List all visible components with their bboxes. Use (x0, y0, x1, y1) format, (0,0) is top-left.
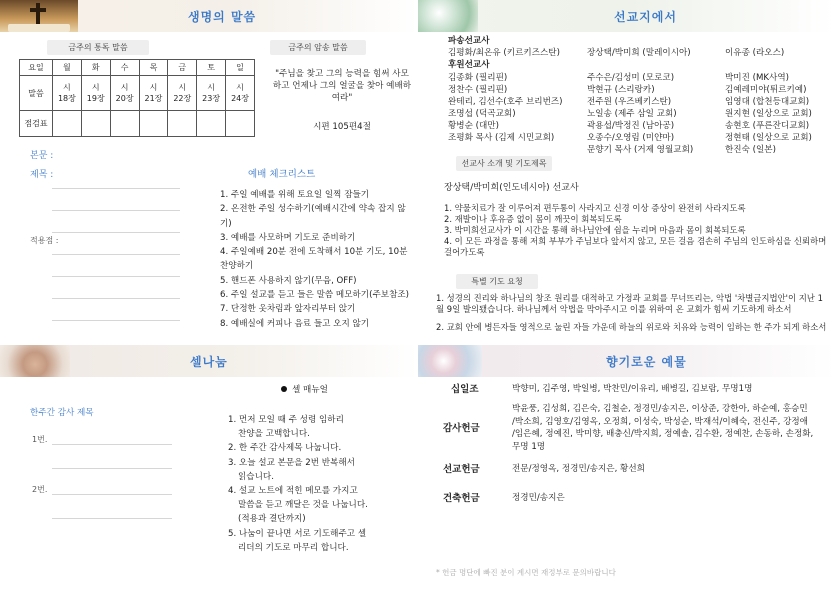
offering-label-mission: 선교헌금 (443, 464, 480, 475)
reading-table (19, 59, 255, 137)
memory-verse: "주님을 찾고 그의 능력을 힘써 사모하고 언제나 그의 얼굴을 찾아 예배하여라" (272, 69, 412, 103)
step-line: (적용과 결단까지) (238, 514, 306, 525)
support-missionary: 오종수/오영림 (미얀마) (587, 133, 675, 143)
list-item: 6. 주일 설교를 듣고 들은 말씀 메모하기(주보참조) (220, 290, 410, 301)
support-missionary: 원지현 (일상으로 교회) (725, 109, 812, 119)
mission-header-band (418, 0, 835, 32)
support-missionary: 김종화 (필리핀) (448, 73, 508, 83)
step-line: 5. 나눔이 끝나면 서로 기도해주고 셀 (228, 528, 367, 539)
step-line: 3. 오늘 설교 본문을 2번 반복해서 (228, 457, 355, 468)
reading-chapter: 19장 (86, 94, 105, 103)
cell-manual-label: 셀 매뉴얼 (292, 385, 328, 395)
step-line: 리더의 기도로 마무리 합니다. (238, 542, 349, 553)
table-header-cell: 금 (168, 60, 197, 76)
intro-label: 선교사 소개 및 기도제목 (456, 156, 552, 171)
word-header-band (0, 0, 418, 32)
support-missionary: 황병순 (대만) (448, 121, 499, 131)
check-cell[interactable] (226, 111, 255, 137)
note-line (52, 188, 180, 189)
bullet-dot-icon (281, 386, 287, 392)
offering-note: * 헌금 명단에 빠진 분이 계시면 재정부로 문의바랍니다 (436, 568, 616, 577)
support-missionary: 박미진 (MK사역) (725, 73, 789, 83)
reading-cell (168, 76, 197, 111)
note-line (52, 254, 180, 255)
row-label: 말씀 (20, 76, 53, 111)
offering-names: 정경민/송지은 (512, 493, 565, 503)
hands-thumb (0, 345, 70, 377)
cross-bible-thumb (0, 0, 78, 32)
support-missionary: 정찬수 (필리핀) (448, 85, 508, 95)
table-header-cell: 목 (139, 60, 168, 76)
sent-missionary: 이유종 (라오스) (725, 48, 785, 58)
thanks-number-2: 2번. (32, 485, 48, 494)
check-cell[interactable] (139, 111, 168, 137)
offering-label-building: 건축헌금 (443, 493, 480, 504)
offering-header-band (418, 345, 835, 377)
check-cell[interactable] (81, 111, 110, 137)
support-label: 후원선교사 (448, 60, 490, 70)
support-missionary: 한진숙 (일본) (725, 145, 776, 155)
step-line: 말씀을 듣고 깨달은 것을 나눕니다. (238, 500, 368, 511)
check-cell[interactable] (110, 111, 139, 137)
section-title-offering: 향기로운 예물 (606, 355, 687, 369)
reading-book: 시 (178, 83, 187, 92)
offering-names: 박윤풍, 김성희, 김은숙, 김철순, 정경민/송지은, 이상준, 강한아, 하순예, 홍승민 (512, 404, 808, 414)
intro-prayer-item: 3. 박미희선교사가 이 시간을 통해 하나님안에 쉼을 누리며 마음과 몸이 회복되도록 (444, 225, 746, 235)
cell-steps (228, 413, 413, 555)
intro-prayer-item: 1. 약물치료가 잘 이루어져 편두통이 사라지고 신경 이상 증상이 완전히 사라지도록 (444, 203, 746, 213)
check-cell[interactable] (168, 111, 197, 137)
note-line (52, 232, 180, 233)
list-item: 8. 예배실에 커피나 음료 들고 오지 않기 (220, 318, 370, 329)
reading-chapter: 20장 (115, 94, 134, 103)
support-missionary: 조명섭 (덕곡교회) (448, 109, 516, 119)
reading-book: 시 (149, 83, 158, 92)
section-title-word: 생명의 말씀 (188, 10, 257, 24)
offering-label-thanks: 감사헌금 (443, 423, 480, 434)
reading-chapter: 23장 (202, 94, 221, 103)
reading-cell (226, 76, 255, 111)
support-missionary: 노일송 (제주 삼일 교회) (587, 109, 677, 119)
reading-book: 시 (207, 83, 215, 92)
list-item: 5. 핸드폰 사용하지 않기(무음, OFF) (220, 275, 357, 286)
water-drop-thumb (418, 0, 478, 32)
note-line (52, 444, 172, 445)
support-missionary: 박현규 (스리랑카) (587, 85, 655, 95)
memory-reference: 시편 105편4절 (313, 122, 371, 132)
offering-names: /임은혜, 정예진, 박미향, 배충신/박지희, 정예솔, 김수환, 정예찬, 손동하, 손정화, 무명 1명 (512, 429, 814, 452)
list-item: 3. 예배를 사모하며 기도로 준비하기 (220, 232, 356, 243)
table-header-cell: 수 (110, 60, 139, 76)
reading-book: 시 (236, 83, 244, 92)
list-item: 4. 주일예배 20분 전에 도착해서 10분 기도, 10분 찬양하기 (220, 247, 408, 272)
thanks-title: 한주간 감사 제목 (30, 408, 94, 418)
step-line: 읽습니다. (238, 471, 274, 482)
support-missionary: 곽용섭/박정진 (남아공) (587, 121, 675, 131)
offering-label-tithe: 십일조 (451, 384, 479, 395)
offering-names: 박향미, 김주영, 박일병, 박찬민/이유리, 배병길, 김보람, 무명1명 (512, 384, 753, 394)
section-title-mission: 선교지에서 (614, 10, 677, 24)
special-prayer-item: 2. 교회 안에 병든자들 영적으로 눌린 자들 가운데 하늘의 위로와 치유와 능력이 임하는 한 주가 되게 하소서 (436, 322, 827, 332)
memory-label: 금주의 암송 말씀 (270, 40, 366, 55)
offering-names: 전문/정영옥, 정경민/송지은, 황선희 (512, 464, 645, 474)
reading-chapter: 21장 (144, 94, 163, 103)
table-header-cell: 요일 (20, 60, 53, 76)
note-line (52, 298, 180, 299)
reading-chapter: 18장 (57, 94, 76, 103)
cell-header-band (0, 345, 418, 377)
table-header-cell: 월 (53, 60, 82, 76)
step-line: 4. 설교 노트에 적힌 메모를 가지고 (228, 486, 358, 497)
offering-names: /박소희, 김영호/김영옥, 오정희, 이성숙, 박성순, 박재석/이혜숙, 전신주, 강정애 (512, 417, 808, 427)
reading-book: 시 (120, 83, 129, 92)
sent-label: 파송선교사 (448, 36, 490, 46)
support-missionary: 완테리, 김선수(호주 브리번즈) (448, 97, 563, 107)
thanks-number-1: 1번. (32, 435, 48, 444)
reading-cell (110, 76, 139, 111)
note-line (52, 494, 172, 495)
sermon-title-label: 제목 : (30, 170, 54, 180)
reading-chapter: 22장 (173, 94, 192, 103)
support-missionary: 주수은/김성미 (모로코) (587, 73, 675, 83)
list-item: 7. 단정한 옷차림과 앞자리부터 앉기 (220, 304, 356, 315)
support-missionary: 김예레미야(튀르키예) (725, 85, 807, 95)
support-missionary: 임영대 (합천등대교회) (725, 97, 810, 107)
check-cell[interactable] (197, 111, 226, 137)
reading-label: 금주의 통독 말씀 (47, 40, 149, 55)
note-line (52, 320, 180, 321)
list-item: 1. 주일 예배를 위해 토요일 일찍 잠들기 (220, 190, 370, 200)
intro-name: 장상택/박미희(인도네시아) 선교사 (444, 183, 579, 193)
list-item: 2. 온전한 주일 성수하기(예배시간에 약속 잡지 않기) (220, 204, 406, 229)
flower-thumb (418, 345, 482, 377)
reading-book: 시 (63, 83, 71, 92)
sent-missionary: 장상택/박미희 (말레이시아) (587, 48, 691, 58)
note-line (52, 276, 180, 277)
intro-prayer-item: 4. 이 모든 과정을 통해 저희 부부가 주님보다 앞서지 않고, 모든 걸음 겸손히 주님의 인도하심을 신뢰하며 걸어가도록 (444, 236, 827, 257)
row-label: 점검표 (20, 111, 53, 137)
support-missionary: 전주원 (우즈베키스탄) (587, 97, 672, 107)
table-header-cell: 토 (197, 60, 226, 76)
reading-cell (197, 76, 226, 111)
special-label: 특별 기도 요청 (456, 274, 538, 289)
support-missionary: 문향기 목사 (거제 영월교회) (587, 145, 694, 155)
sermon-text-label: 본문 : (30, 151, 54, 161)
step-line: 찬양을 고백합니다. (238, 429, 310, 440)
step-line: 2. 한 주간 감사제목 나눕니다. (228, 443, 342, 454)
special-prayer-item: 1. 성경의 진리와 하나님의 창조 원리를 대적하고 가정과 교회를 무너뜨리는, 악법 '차별금지법안'이 지난 1월 9일 발의됐습니다. 하나님께서 악법을 막아주시고 이를 위하여 온 교회가 힘써 기도하게 하소서 (436, 293, 823, 314)
note-line (52, 210, 180, 211)
support-missionary: 조평화 목사 (김제 시민교회) (448, 133, 555, 143)
reading-chapter: 24장 (231, 94, 249, 103)
reading-cell (53, 76, 82, 111)
note-line (52, 468, 172, 469)
checklist (220, 188, 416, 331)
note-line (52, 518, 172, 519)
support-missionary: 송현호 (푸른잔디교회) (725, 121, 810, 131)
step-line: 1. 먼저 모일 때 주 성령 임하리 (228, 415, 344, 425)
table-header-cell: 화 (81, 60, 110, 76)
support-missionary: 정현태 (일상으로 교회) (725, 133, 812, 143)
check-cell[interactable] (53, 111, 82, 137)
checklist-title: 예배 체크리스트 (248, 169, 316, 180)
sermon-apply-label: 적용점 : (30, 236, 59, 245)
intro-prayer-item: 2. 재발이나 후유증 없이 몸이 깨끗이 회복되도록 (444, 214, 622, 224)
reading-cell (81, 76, 110, 111)
sent-missionary: 김평화/최온유 (키르키즈스탄) (448, 48, 560, 58)
table-header-cell: 일 (226, 60, 255, 76)
reading-cell (139, 76, 168, 111)
reading-book: 시 (91, 83, 100, 92)
section-title-cell: 셀나눔 (190, 355, 228, 369)
